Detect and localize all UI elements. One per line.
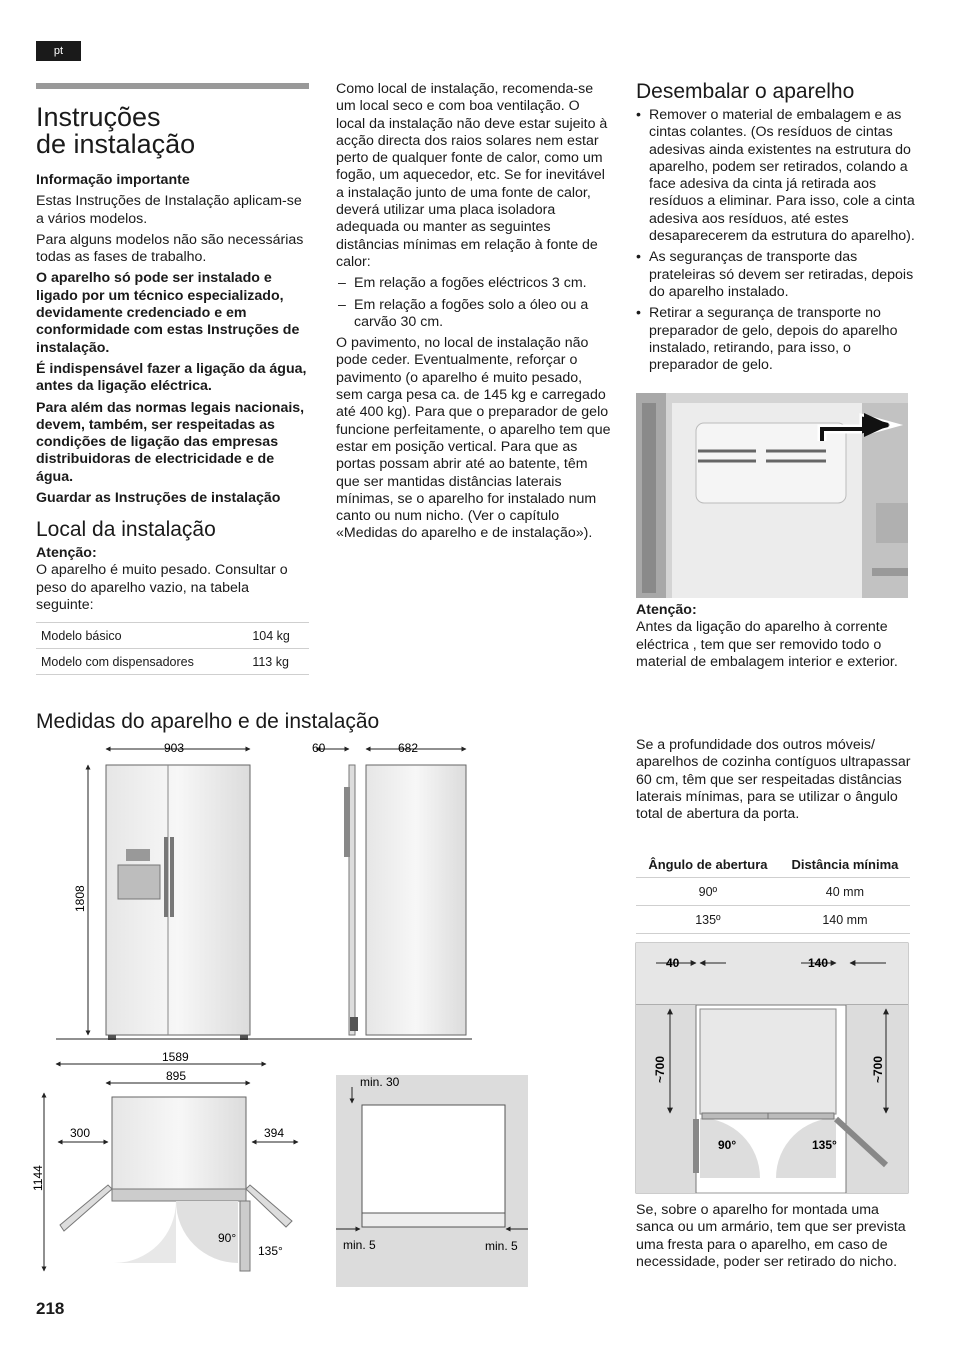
angle-cell: 90º [636, 878, 780, 906]
corner-angle-135: 135° [812, 1138, 837, 1152]
depth-paragraph: Se a profundidade dos outros móveis/ aparelhos de cozinha contíguos ultrapassar 60 cm, têm que ser respeitadas distâncias laterais mínimas, para se utilizar o ângulo total de abertura da porta. [636, 737, 911, 823]
list-item: • Retirar a segurança de transporte no preparador de gelo, depois do aparelho instalado, retirando, para isso, o preparador de gelo. [636, 305, 916, 374]
info-paragraph-1: Estas Instruções de Instalação aplicam-se a vários modelos. [36, 193, 302, 227]
unpack-heading: Desembalar o aparelho [636, 80, 855, 103]
weight-model: Modelo básico [36, 623, 247, 649]
front-width-label: 903 [164, 741, 185, 755]
location-paragraph: Como local de instalação, recomenda-se um local seco e com boa ventilação. O local da instalação não deve estar sujeito à acção directa dos raios solares nem estar perto de qualquer fonte de calor, como um fogão, um aquecedor, etc. Se for inevitável a instalação junto de uma fonte de calor, deverá utilizar uma placa isoladora adequada ou manter as seguintes distâncias mínimas em relação à fonte de calor: [336, 81, 608, 270]
title-line-1: Instruções [36, 102, 161, 132]
title-line-2: de instalação [36, 129, 196, 159]
table-row [36, 649, 309, 675]
corner-depth-left: ~700 [653, 1055, 667, 1083]
unpack-list [636, 107, 916, 374]
bold-paragraph-3: Para além das normas legais nacionais, devem, também, ser respeitadas as condições de ligação das empresas distribuidoras de electricidade e de água. [36, 399, 305, 485]
local-heading: Local da instalação [36, 518, 216, 541]
local-text: O aparelho é muito pesado. Consultar o peso do aparelho vazio, na tabela seguinte: [36, 562, 288, 613]
list-item: • As seguranças de transporte das prateleiras só devem ser retiradas, depois do aparelho instalado. [636, 249, 916, 301]
distance-cell: 140 mm [780, 906, 910, 934]
dimension-drawing [31, 737, 616, 1287]
distance-list [336, 275, 611, 331]
weight-value: 104 kg [247, 623, 309, 649]
table-row [36, 623, 309, 649]
unpack-attention-text: Antes da ligação do aparelho à corrente eléctrica , tem que ser removido todo o material de embalagem interior e exterior. [636, 619, 898, 670]
ice-maker-photo [636, 393, 908, 598]
total-width-label: 1589 [162, 1050, 189, 1064]
left-clearance-label: 300 [70, 1126, 91, 1140]
angle-90-label: 90° [218, 1231, 237, 1245]
weight-table [36, 622, 309, 675]
weight-value: 113 kg [247, 649, 309, 675]
list-item: – Em relação a fogões solo a óleo ou a carvão 30 cm. [336, 297, 611, 332]
unpack-attention: Atenção: [636, 602, 697, 618]
page-title [36, 104, 195, 158]
min30-label: min. 30 [360, 1075, 400, 1089]
table-row [636, 906, 910, 934]
angle-table [636, 851, 910, 934]
total-depth-label: 1144 [31, 1165, 45, 1191]
table-header-row [636, 851, 910, 878]
bold-paragraph-2: É indispensável fazer a ligação da água, antes da ligação eléctrica. [36, 360, 307, 395]
corner-depth-right: ~700 [871, 1055, 885, 1083]
body-width-label: 895 [166, 1069, 187, 1083]
angle-cell: 135º [636, 906, 780, 934]
attention-block [636, 602, 916, 675]
column-2 [336, 81, 611, 547]
local-attention: Atenção: [36, 545, 97, 561]
distance-cell: 40 mm [780, 878, 910, 906]
angle-135-label: 135° [258, 1244, 283, 1258]
corner-right-label: 140 [808, 956, 829, 970]
corner-diagram [636, 943, 908, 1193]
table-row [636, 878, 910, 906]
side-depth-label: 682 [398, 741, 419, 755]
column-header: Distância mínima [780, 851, 910, 878]
info-heading: Informação importante [36, 172, 190, 188]
column-3 [636, 107, 916, 378]
floor-paragraph: O pavimento, no local de instalação não pode ceder. Eventualmente, reforçar o pavimento (o aparelho é muito pesado, sem carga pesa ca. de 145 kg e carregado até 400 kg). Para que o preparador de gelo funcione perfeitamente, o aparelho tem que estar em posição vertical. Para que as portas possam abrir até ao batente, têm que ser mantidas distâncias laterais mínimas, se o aparelho for instalado num canto ou num nicho. (Ver o capítulo «Medidas do aparelho e de instalação»). [336, 335, 611, 542]
info-paragraph-2: Para alguns modelos não são necessárias todas as fases de trabalho. [36, 231, 304, 266]
niche-block [636, 1202, 916, 1275]
measures-heading: Medidas do aparelho e de instalação [36, 710, 380, 733]
column-1 [36, 172, 311, 511]
min5-left-label: min. 5 [343, 1238, 376, 1252]
list-item: – Em relação a fogões eléctricos 3 cm. [336, 275, 611, 292]
weight-model: Modelo com dispensadores [36, 649, 247, 675]
bold-paragraph-4: Guardar as Instruções de instalação [36, 490, 281, 507]
language-tag: pt [36, 41, 81, 61]
local-section [36, 545, 306, 618]
side-gap-label: 60 [312, 741, 326, 755]
column-header: Ângulo de abertura [636, 851, 780, 878]
min5-right-label: min. 5 [485, 1239, 518, 1253]
page-number: 218 [36, 1299, 65, 1318]
niche-paragraph: Se, sobre o aparelho for montada uma sanca ou um armário, tem que ser prevista uma fresta para o aparelho, em caso de necessidade, poder ser retirado do nicho. [636, 1202, 906, 1270]
height-label: 1808 [73, 885, 87, 912]
corner-angle-90: 90° [718, 1138, 737, 1152]
right-clearance-label: 394 [264, 1126, 285, 1140]
bold-paragraph-1: O aparelho só pode ser instalado e ligado por um técnico especializado, devidamente credenciado e em conformidade com estas Instruções de instalação. [36, 270, 300, 356]
list-item: • Remover o material de embalagem e as cintas colantes. (Os resíduos de cintas adesivas ainda existentes na estrutura do aparelho, podem ser retirados, colando a face adesiva da cinta já retirada aos resíduos a eliminar. Para isso, cole a cinta adesiva aos resíduos, até estes desaparecerem da estrutura do aparelho). [636, 107, 916, 245]
right-column [636, 737, 916, 827]
section-rule [36, 83, 309, 89]
corner-left-label: 40 [666, 956, 680, 970]
